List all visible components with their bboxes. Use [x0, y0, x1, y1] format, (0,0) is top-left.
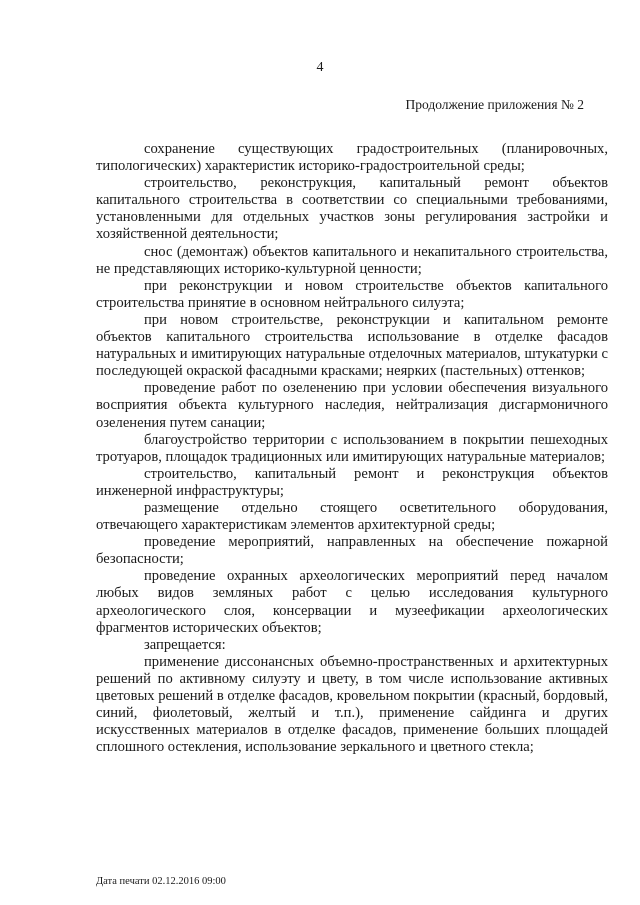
paragraph: запрещается: — [144, 636, 226, 653]
document-body — [96, 141, 608, 756]
appendix-title: Продолжение приложения № 2 — [405, 97, 584, 112]
page-number: 4 — [316, 60, 324, 75]
paragraph: строительство, реконструкция, капитальный ремонт объектов капитального строительства в соответствии со специальными требованиями, установленными для отдельных участков зоны регулирования застройки и хозяйственной деятельности; — [96, 175, 608, 243]
paragraph: благоустройство территории с использованием в покрытии пешеходных тротуаров, площадок традиционных или имитирующих натуральные материалов; — [96, 431, 608, 465]
paragraph: снос (демонтаж) объектов капитального и некапитального строительства, не представляющих историко-культурной ценности; — [96, 243, 608, 277]
paragraph: при реконструкции и новом строительстве объектов капитального строительства принятие в основном нейтрального силуэта; — [96, 277, 608, 311]
paragraph: сохранение существующих градостроительных (планировочных, типологических) характеристик историко-градостроительной среды; — [96, 141, 608, 175]
paragraph: проведение охранных археологических мероприятий перед началом любых видов земляных работ с целью исследования культурного археологического слоя, консервации и музеефикации археологических фрагментов исторических объектов; — [96, 568, 608, 636]
paragraph: применение диссонансных объемно-пространственных и архитектурных решений по активному силуэту и цвету, в том числе использование активных цветовых решений в отделке фасадов, кровельном покрытии (красный, бордовый, синий, фиолетовый, желтый и т.п.), применение сайдинга и других искусственных материалов в отделке фасадов, применение больших площадей сплошного остекления, использование зеркального и цветного стекла; — [96, 653, 608, 756]
paragraph: строительство, капитальный ремонт и реконструкция объектов инженерной инфраструктуры; — [96, 465, 608, 499]
paragraph: при новом строительстве, реконструкции и капитальном ремонте объектов капитального строительства использование в отделке фасадов натуральных и имитирующих натуральные отделочных материалов, штукатурки с последующей окраской фасадными красками; неярких (пастельных) оттенков; — [96, 311, 608, 380]
paragraph: проведение работ по озеленению при условии обеспечения визуального восприятия объекта культурного наследия, нейтрализация дисгармоничного озеленения путем санации; — [96, 380, 608, 431]
print-date: Дата печати 02.12.2016 09:00 — [96, 876, 226, 887]
paragraph: размещение отдельно стоящего осветительного оборудования, отвечающего характеристикам элементов архитектурной среды; — [96, 499, 608, 534]
paragraph: проведение мероприятий, направленных на обеспечение пожарной безопасности; — [96, 534, 608, 568]
